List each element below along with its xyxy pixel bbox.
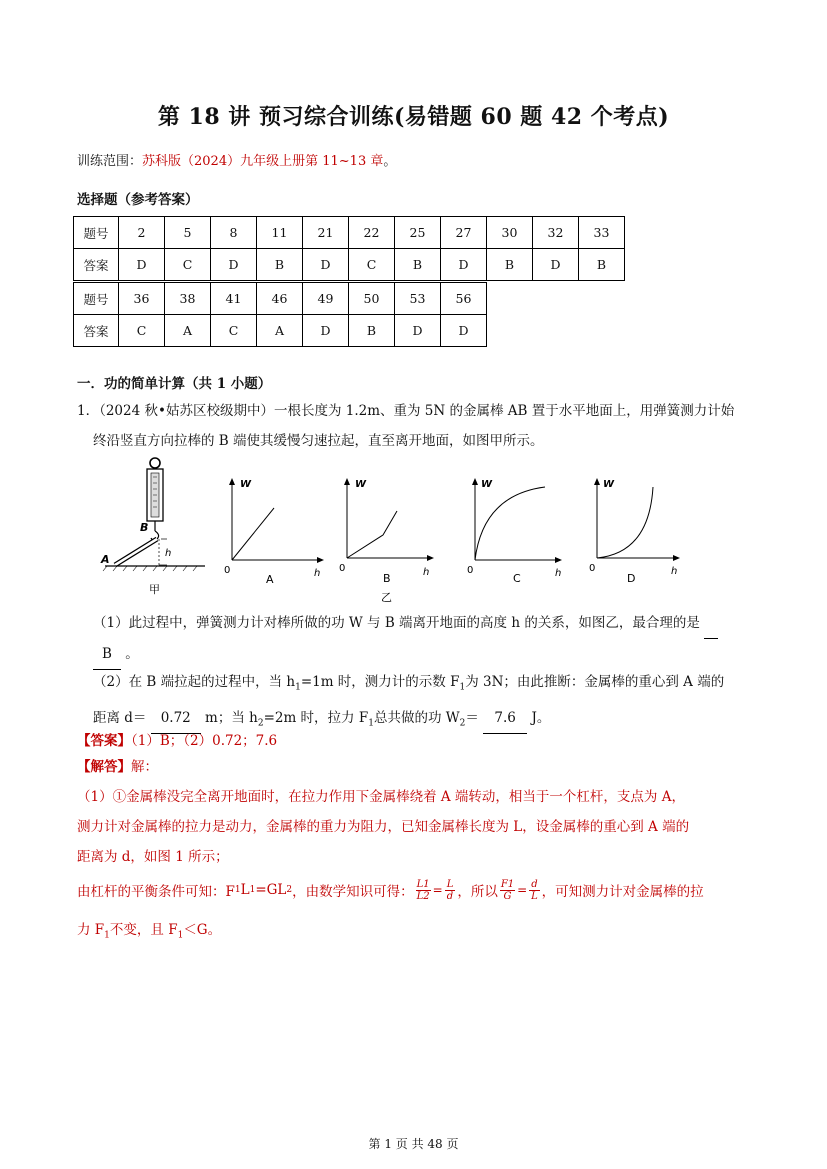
fraction-denominator: L — [531, 890, 538, 902]
table-cell: 25 — [395, 217, 441, 249]
fraction — [529, 879, 539, 902]
fraction-numerator: L1 — [416, 878, 430, 890]
origin: 0 — [589, 563, 596, 574]
table-cell: 5 — [165, 217, 211, 249]
table-row-label: 题号 — [74, 283, 119, 315]
table-cell: 38 — [165, 283, 211, 315]
subscript: 2 — [286, 885, 293, 895]
text-fragment: 力 F — [77, 922, 105, 938]
text-fragment: L — [240, 882, 250, 898]
fraction-numerator: L — [446, 878, 454, 890]
question-line-1: 1．（2024 秋•姑苏区校级期中）一根长度为 1.2m、重为 5N 的金属棒 AB 置于水平地面上，用弹簧测力计始 — [77, 403, 735, 419]
fraction — [500, 879, 515, 902]
table-cell: 56 — [441, 283, 487, 315]
table-cell: D — [303, 249, 349, 281]
table-cell: D — [119, 249, 165, 281]
text-fragment: ＜G。 — [183, 922, 222, 938]
fraction-numerator: F1 — [500, 878, 515, 890]
table-cell: B — [257, 249, 303, 281]
table-cell: 27 — [441, 217, 487, 249]
figure-jia — [100, 458, 205, 596]
graph-label: B — [383, 572, 391, 585]
table-row — [74, 249, 625, 281]
table-cell: 46 — [257, 283, 303, 315]
subscript: 1 — [104, 930, 110, 941]
solution-label-line — [77, 752, 158, 782]
table-cell: 8 — [211, 217, 257, 249]
label-jia: 甲 — [149, 583, 160, 596]
text-fragment: 距离 d＝ — [93, 709, 147, 726]
axis-h: h — [671, 566, 678, 577]
axis-w: W — [240, 479, 252, 490]
text-fragment: （2）在 B 端拉起的过程中，当 h — [93, 674, 296, 690]
subscript: 1 — [249, 885, 256, 895]
table-cell: D — [441, 249, 487, 281]
question-stem — [77, 396, 777, 456]
solution-label: 【解答】 — [77, 759, 131, 775]
table-cell: 50 — [349, 283, 395, 315]
label-b: B — [140, 521, 149, 534]
text-fragment: 总共做的功 W — [373, 709, 460, 726]
table-cell: 2 — [119, 217, 165, 249]
text-fragment: ，所以 — [457, 884, 498, 900]
answer-blank-2[interactable]: 0.72 — [151, 703, 201, 734]
table-cell: A — [165, 315, 211, 347]
text-fragment: 由杠杆的平衡条件可知：F — [77, 884, 235, 900]
solution-line-3: 距离为 d，如图 1 所示； — [77, 849, 229, 865]
subscript: 1 — [368, 718, 374, 729]
table-row — [74, 315, 487, 347]
answer-blank-1[interactable]: B — [93, 639, 121, 670]
subscript: 2 — [459, 718, 466, 729]
fraction — [445, 879, 456, 902]
graph-label: A — [266, 573, 274, 586]
origin: 0 — [224, 565, 231, 576]
blank-lead — [704, 608, 718, 639]
table-cell: D — [533, 249, 579, 281]
text-fragment: ，由数学知识可得： — [292, 884, 414, 900]
solution-line-1: （1）①金属棒没完全离开地面时，在拉力作用下金属棒绕着 A 端转动，相当于一个杠杆，支点为 A， — [77, 789, 685, 805]
question-figure — [95, 455, 695, 605]
axis-h: h — [314, 568, 321, 579]
graph-label: C — [513, 572, 521, 585]
axis-w: W — [481, 479, 493, 490]
solution-line-5 — [77, 915, 221, 951]
text-fragment: =GL — [255, 882, 287, 898]
question-part1-end: 。 — [125, 646, 139, 662]
table-row-label: 答案 — [74, 249, 119, 281]
table-row — [74, 217, 625, 249]
solution-line-4: 由杠杆的平衡条件可知：F 1 L 1 =GL 2 ，由数学知识可得： $\frac{L1}{L2}$ = $\frac{L}{d}$ ，所以 $\frac{F1}{G}$ = $\frac{d}{L}$ ，可知测力计对金属棒的拉 — [77, 878, 704, 902]
fraction-denominator: d — [446, 890, 454, 902]
choice-heading: 选择题（参考答案） — [77, 192, 199, 208]
table-cell: 41 — [211, 283, 257, 315]
origin: 0 — [467, 565, 474, 576]
label-h: h — [165, 548, 172, 559]
table-row-label: 答案 — [74, 315, 119, 347]
text-fragment: ＝ — [465, 709, 479, 726]
text-fragment: 为 3N；由此推断：金属棒的重心到 A 端的 — [465, 674, 725, 690]
table-cell: D — [303, 315, 349, 347]
fraction-denominator: G — [503, 890, 512, 902]
table-cell: B — [349, 315, 395, 347]
subscript: 1 — [295, 682, 301, 693]
graph-c — [467, 478, 562, 585]
table-cell: 30 — [487, 217, 533, 249]
table-cell: B — [487, 249, 533, 281]
graph-label: D — [627, 572, 636, 585]
answer-table-1 — [73, 216, 625, 281]
table-cell: 49 — [303, 283, 349, 315]
table-cell: C — [119, 315, 165, 347]
origin: 0 — [339, 563, 346, 574]
page-footer: 第 1 页 共 48 页 — [368, 1137, 459, 1151]
answer-table-2 — [73, 282, 487, 347]
graph-d — [589, 478, 680, 585]
sub-question-1 — [77, 608, 757, 670]
table-cell: 36 — [119, 283, 165, 315]
subscript: 1 — [177, 930, 184, 941]
table-cell: D — [395, 315, 441, 347]
solution-body — [77, 782, 767, 872]
page-title: 第 18 讲 预习综合训练(易错题 60 题 42 个考点) — [157, 104, 670, 130]
subscript: 2 — [257, 718, 264, 729]
text-fragment: m；当 h — [205, 709, 258, 726]
question-part1-text: （1）此过程中，弹簧测力计对棒所做的功 W 与 B 端离开地面的高度 h 的关系，如图乙，最合理的是 — [93, 615, 700, 631]
solution-colon: 解： — [131, 759, 158, 775]
table-row-label: 题号 — [74, 217, 119, 249]
scope-label: 训练范围： — [77, 154, 143, 169]
table-cell: 53 — [395, 283, 441, 315]
table-cell: 32 — [533, 217, 579, 249]
table-cell: 21 — [303, 217, 349, 249]
table-cell: C — [349, 249, 395, 281]
scope-end: 。 — [383, 154, 397, 169]
label-a: A — [101, 553, 110, 566]
table-cell: B — [579, 249, 625, 281]
text-fragment: J。 — [531, 709, 551, 726]
graph-b — [339, 478, 434, 604]
axis-h: h — [423, 567, 430, 578]
answer-text: （1）B；（2）0.72；7.6 — [131, 733, 278, 749]
subscript: 1 — [459, 682, 466, 693]
graph-a — [224, 478, 324, 586]
table-cell: D — [441, 315, 487, 347]
table-cell: 33 — [579, 217, 625, 249]
table-cell: C — [211, 315, 257, 347]
table-cell: 11 — [257, 217, 303, 249]
section-heading: 一．功的简单计算（共 1 小题） — [77, 376, 272, 392]
table-row — [74, 283, 487, 315]
text-fragment: =1m 时，测力计的示数 F — [300, 674, 460, 690]
solution-line-2: 测力计对金属棒的拉力是动力，金属棒的重力为阻力，已知金属棒长度为 L，设金属棒的重心到 A 端的 — [77, 819, 690, 835]
fraction — [416, 879, 431, 902]
table-cell: C — [165, 249, 211, 281]
fraction-numerator: d — [531, 878, 538, 890]
scope-value: 苏科版（2024）九年级上册第 11~13 章 — [142, 154, 384, 169]
question-line-2: 终沿竖直方向拉棒的 B 端使其缓慢匀速拉起，直至离开地面，如图甲所示。 — [93, 433, 544, 449]
text-fragment: 不变，且 F — [109, 922, 178, 938]
axis-w: W — [355, 479, 367, 490]
label-yi: 乙 — [381, 591, 392, 604]
text-fragment: =2m 时，拉力 F — [263, 709, 369, 726]
text-fragment: ，可知测力计对金属棒的拉 — [541, 884, 704, 900]
table-cell: A — [257, 315, 303, 347]
training-scope — [77, 150, 396, 169]
subscript: 1 — [234, 885, 241, 895]
table-cell: 22 — [349, 217, 395, 249]
table-cell: D — [211, 249, 257, 281]
answer-blank-3[interactable]: 7.6 — [483, 703, 527, 734]
fraction-denominator: L2 — [416, 890, 430, 902]
answer-label: 【答案】 — [77, 733, 131, 749]
axis-h: h — [555, 568, 562, 579]
table-cell: B — [395, 249, 441, 281]
axis-w: W — [603, 479, 615, 490]
